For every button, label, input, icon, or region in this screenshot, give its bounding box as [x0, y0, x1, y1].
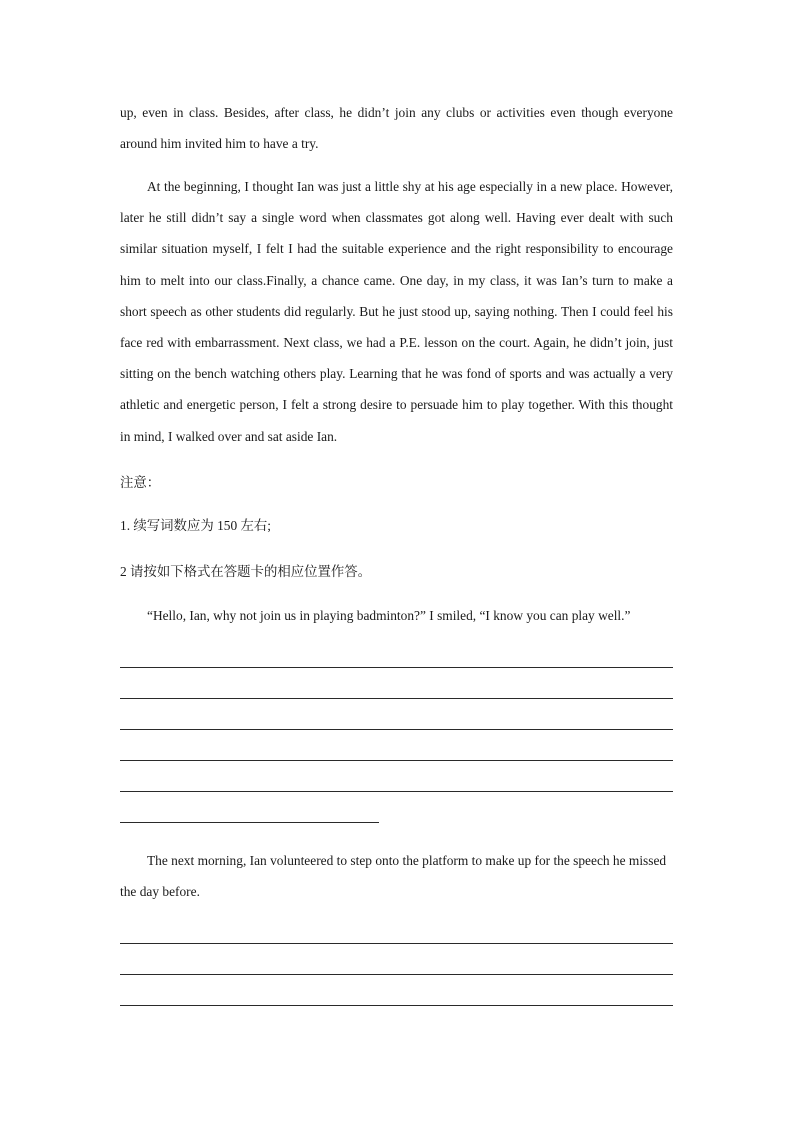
note-item-word-count: 1. 续写词数应为 150 左右;	[120, 518, 272, 533]
continuation-starter-2: The next morning, Ian volunteered to step onto the platform to make up for the speech he missed the day before.	[120, 853, 667, 899]
writing-line	[120, 698, 673, 699]
passage-paragraph-1: up, even in class. Besides, after class, he didn’t join any clubs or activities even though everyone around him invited him to have a try.	[120, 105, 673, 152]
notes-title: 注意：	[120, 475, 161, 490]
writing-line	[120, 974, 673, 975]
note-item-answer-format: 2 请按如下格式在答题卡的相应位置作答。	[120, 564, 372, 579]
writing-line	[120, 729, 673, 730]
passage-paragraph-2: At the beginning, I thought Ian was just a little shy at his age especially in a new place. However, later he still didn’t say a single word when classmates got along well. Having ever dealt with such similar situation myself, I felt I had the suitable experience and the right responsibility to encourage him to melt into our class.Finally, a chance came. One day, in my class, it was Ian’s turn to make a short speech as other students did regularly. But he just stood up, saying nothing. Then I could feel his face red with embarrassment. Next class, we had a P.E. lesson on the court. Again, he didn’t join, just sitting on the bench watching others play. Learning that he was fond of sports and was actually a very athletic and energetic person, I felt a strong desire to persuade him to play together. With this thought in mind, I walked over and sat aside Ian.	[120, 179, 673, 444]
writing-line	[120, 1005, 673, 1006]
writing-line	[120, 943, 673, 944]
writing-line	[120, 667, 673, 668]
writing-line	[120, 791, 673, 792]
writing-line	[120, 760, 673, 761]
writing-line-short	[120, 822, 379, 823]
continuation-starter-1: “Hello, Ian, why not join us in playing badminton?” I smiled, “I know you can play well.”	[147, 608, 631, 623]
